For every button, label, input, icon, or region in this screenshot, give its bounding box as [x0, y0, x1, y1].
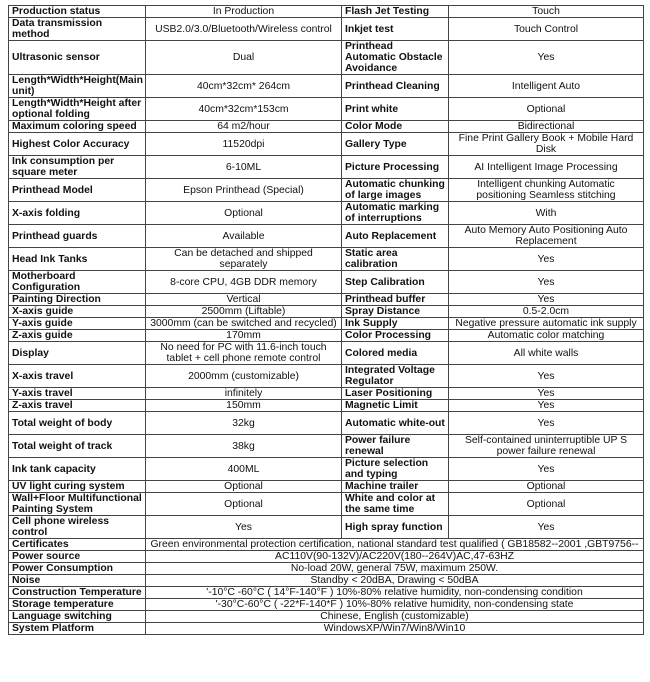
spec-value: Auto Memory Auto Positioning Auto Replacement	[449, 225, 644, 248]
spec-label: Total weight of track	[9, 435, 146, 458]
spec-value: 40cm*32cm* 264cm	[146, 75, 342, 98]
spec-label: X-axis guide	[9, 306, 146, 318]
spec-row	[9, 6, 644, 18]
spec-value: 64 m2/hour	[146, 121, 342, 133]
spec-label: Automatic white-out	[342, 412, 449, 435]
spec-label: Automatic chunking of large images	[342, 179, 449, 202]
spec-value: No need for PC with 11.6-inch touch tablet + cell phone remote control	[146, 342, 342, 365]
spec-label: Length*Width*Height(Main unit)	[9, 75, 146, 98]
spec-label: Highest Color Accuracy	[9, 133, 146, 156]
spec-value: Can be detached and shipped separately	[146, 248, 342, 271]
spec-value: 11520dpi	[146, 133, 342, 156]
spec-label: Flash Jet Testing	[342, 6, 449, 18]
spec-label: Y-axis guide	[9, 318, 146, 330]
spec-row	[9, 318, 644, 330]
spec-value: Chinese, English (customizable)	[146, 611, 644, 623]
spec-value: Optional	[146, 493, 342, 516]
spec-row	[9, 41, 644, 75]
spec-value: 0.5-2.0cm	[449, 306, 644, 318]
spec-value: Yes	[449, 248, 644, 271]
spec-row	[9, 225, 644, 248]
spec-row	[9, 18, 644, 41]
spec-value: Yes	[449, 41, 644, 75]
spec-label: High spray function	[342, 516, 449, 539]
spec-value: Fine Print Gallery Book + Mobile Hard Disk	[449, 133, 644, 156]
spec-row-wide	[9, 611, 644, 623]
spec-row	[9, 365, 644, 388]
spec-label: Magnetic Limit	[342, 400, 449, 412]
spec-row-wide	[9, 539, 644, 551]
spec-row	[9, 400, 644, 412]
spec-label: Language switching	[9, 611, 146, 623]
spec-label: Ink Supply	[342, 318, 449, 330]
spec-value: Yes	[449, 271, 644, 294]
spec-value: infinitely	[146, 388, 342, 400]
spec-value: Optional	[449, 98, 644, 121]
spec-label: Static area calibration	[342, 248, 449, 271]
spec-value: Yes	[449, 294, 644, 306]
spec-label: Power failure renewal	[342, 435, 449, 458]
spec-row	[9, 202, 644, 225]
spec-label: Laser Positioning	[342, 388, 449, 400]
spec-value: Standby < 20dBA, Drawing < 50dBA	[146, 575, 644, 587]
spec-value: 3000mm (can be switched and recycled)	[146, 318, 342, 330]
spec-label: Painting Direction	[9, 294, 146, 306]
spec-value: Self-contained uninterruptible UP S power failure renewal	[449, 435, 644, 458]
spec-label: X-axis travel	[9, 365, 146, 388]
spec-value: Yes	[146, 516, 342, 539]
spec-value: 2000mm (customizable)	[146, 365, 342, 388]
spec-value: '-30°C-60°C ( -22*F-140*F ) 10%-80% relative humidity, non-condensing state	[146, 599, 644, 611]
spec-row-wide	[9, 575, 644, 587]
spec-label: Z-axis guide	[9, 330, 146, 342]
spec-row-wide	[9, 599, 644, 611]
spec-row	[9, 133, 644, 156]
spec-label: Picture Processing	[342, 156, 449, 179]
spec-value: 8-core CPU, 4GB DDR memory	[146, 271, 342, 294]
spec-label: Total weight of body	[9, 412, 146, 435]
spec-label: Integrated Voltage Regulator	[342, 365, 449, 388]
spec-label: White and color at the same time	[342, 493, 449, 516]
spec-label: UV light curing system	[9, 481, 146, 493]
spec-value: 150mm	[146, 400, 342, 412]
spec-label: Production status	[9, 6, 146, 18]
spec-label: Machine trailer	[342, 481, 449, 493]
spec-label: Picture selection and typing	[342, 458, 449, 481]
spec-label: Color Mode	[342, 121, 449, 133]
spec-label: Certificates	[9, 539, 146, 551]
spec-label: Print white	[342, 98, 449, 121]
spec-label: Maximum coloring speed	[9, 121, 146, 133]
spec-value: Yes	[449, 365, 644, 388]
spec-value: 6-10ML	[146, 156, 342, 179]
spec-row	[9, 121, 644, 133]
spec-value: Optional	[146, 202, 342, 225]
spec-label: Gallery Type	[342, 133, 449, 156]
spec-value: Bidirectional	[449, 121, 644, 133]
spec-label: Printhead Model	[9, 179, 146, 202]
spec-row	[9, 248, 644, 271]
spec-row	[9, 412, 644, 435]
spec-value: WindowsXP/Win7/Win8/Win10	[146, 623, 644, 635]
spec-label: Motherboard Configuration	[9, 271, 146, 294]
spec-value: Negative pressure automatic ink supply	[449, 318, 644, 330]
spec-value: '-10°C -60°C ( 14°F-140°F ) 10%-80% relative humidity, non-condensing condition	[146, 587, 644, 599]
spec-label: Printhead buffer	[342, 294, 449, 306]
spec-value: 400ML	[146, 458, 342, 481]
spec-value: All white walls	[449, 342, 644, 365]
spec-value: Touch	[449, 6, 644, 18]
spec-label: Colored media	[342, 342, 449, 365]
spec-row-wide	[9, 623, 644, 635]
spec-row	[9, 179, 644, 202]
spec-label: Printhead guards	[9, 225, 146, 248]
spec-label: Data transmission method	[9, 18, 146, 41]
spec-label: Ink consumption per square meter	[9, 156, 146, 179]
spec-value: Yes	[449, 400, 644, 412]
spec-row	[9, 294, 644, 306]
spec-label: Y-axis travel	[9, 388, 146, 400]
spec-label: Z-axis travel	[9, 400, 146, 412]
spec-label: Printhead Cleaning	[342, 75, 449, 98]
spec-value: USB2.0/3.0/Bluetooth/Wireless control	[146, 18, 342, 41]
spec-label: System Platform	[9, 623, 146, 635]
spec-label: Storage temperature	[9, 599, 146, 611]
spec-value: 32kg	[146, 412, 342, 435]
spec-label: Automatic marking of interruptions	[342, 202, 449, 225]
spec-value: Yes	[449, 458, 644, 481]
spec-label: X-axis folding	[9, 202, 146, 225]
spec-value: AC110V(90-132V)/AC220V(180--264V)AC,47-63HZ	[146, 551, 644, 563]
spec-table	[8, 5, 644, 635]
spec-label: Power Consumption	[9, 563, 146, 575]
spec-value: Vertical	[146, 294, 342, 306]
spec-row	[9, 458, 644, 481]
spec-label: Noise	[9, 575, 146, 587]
spec-label: Spray Distance	[342, 306, 449, 318]
spec-row	[9, 75, 644, 98]
spec-label: Display	[9, 342, 146, 365]
spec-row-wide	[9, 551, 644, 563]
spec-value: In Production	[146, 6, 342, 18]
spec-row	[9, 516, 644, 539]
spec-value: With	[449, 202, 644, 225]
spec-label: Ultrasonic sensor	[9, 41, 146, 75]
spec-label: Ink tank capacity	[9, 458, 146, 481]
spec-value: Yes	[449, 516, 644, 539]
spec-value: 170mm	[146, 330, 342, 342]
spec-value: Automatic color matching	[449, 330, 644, 342]
spec-table-body	[9, 6, 644, 635]
spec-row	[9, 342, 644, 365]
spec-value: Optional	[449, 481, 644, 493]
spec-value: 2500mm (Liftable)	[146, 306, 342, 318]
spec-row-wide	[9, 563, 644, 575]
spec-value: Optional	[146, 481, 342, 493]
spec-label: Color Processing	[342, 330, 449, 342]
spec-row	[9, 481, 644, 493]
spec-label: Power source	[9, 551, 146, 563]
spec-row	[9, 98, 644, 121]
spec-row-wide	[9, 587, 644, 599]
spec-value: Dual	[146, 41, 342, 75]
spec-value: Yes	[449, 388, 644, 400]
spec-value: AI Intelligent Image Processing	[449, 156, 644, 179]
spec-value: Touch Control	[449, 18, 644, 41]
spec-value: 38kg	[146, 435, 342, 458]
spec-value: Green environmental protection certification, national standard test qualified ( GB18582--2001 ,GBT9756--	[146, 539, 644, 551]
spec-row	[9, 156, 644, 179]
spec-label: Wall+Floor Multifunctional Painting System	[9, 493, 146, 516]
spec-row	[9, 306, 644, 318]
spec-label: Cell phone wireless control	[9, 516, 146, 539]
spec-value: Available	[146, 225, 342, 248]
spec-label: Length*Width*Height after optional folding	[9, 98, 146, 121]
spec-row	[9, 330, 644, 342]
spec-value: 40cm*32cm*153cm	[146, 98, 342, 121]
spec-value: Epson Printhead (Special)	[146, 179, 342, 202]
spec-label: Construction Temperature	[9, 587, 146, 599]
spec-value: Intelligent Auto	[449, 75, 644, 98]
spec-row	[9, 493, 644, 516]
spec-label: Step Calibration	[342, 271, 449, 294]
spec-value: No-load 20W, general 75W, maximum 250W.	[146, 563, 644, 575]
spec-value: Yes	[449, 412, 644, 435]
spec-value: Optional	[449, 493, 644, 516]
spec-label: Head Ink Tanks	[9, 248, 146, 271]
spec-label: Printhead Automatic Obstacle Avoidance	[342, 41, 449, 75]
spec-value: Intelligent chunking Automatic positioning Seamless stitching	[449, 179, 644, 202]
spec-label: Auto Replacement	[342, 225, 449, 248]
spec-label: Inkjet test	[342, 18, 449, 41]
spec-row	[9, 388, 644, 400]
spec-row	[9, 435, 644, 458]
spec-row	[9, 271, 644, 294]
